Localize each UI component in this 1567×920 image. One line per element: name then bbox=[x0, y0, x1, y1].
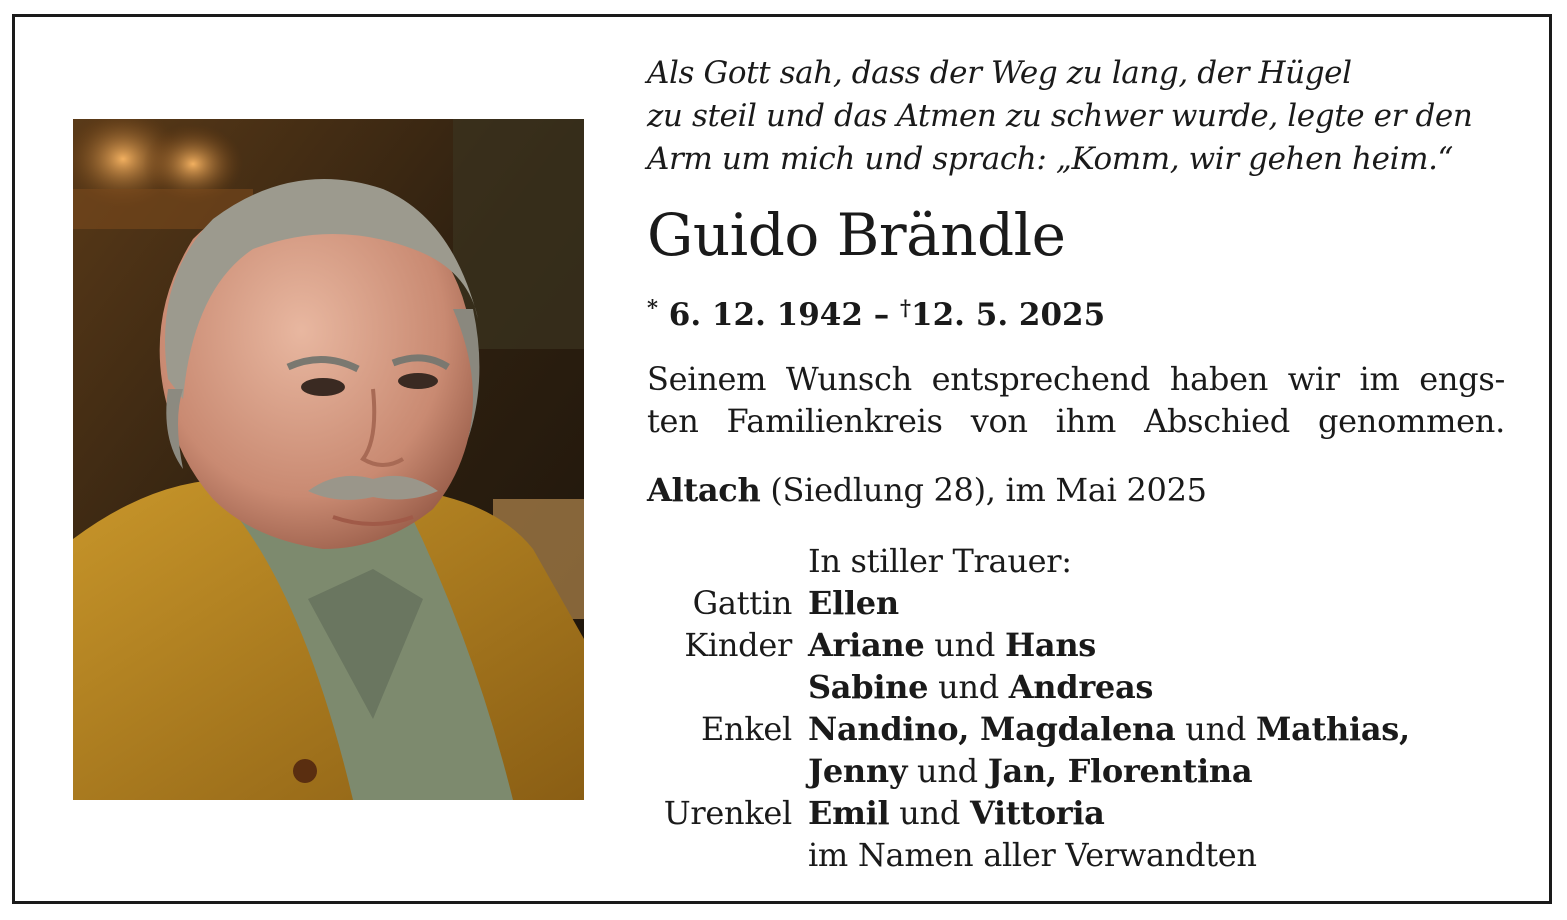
mourner-name: Sabine bbox=[808, 668, 929, 706]
message-line: ten Familienkreis von ihm Abschied genommen. bbox=[647, 402, 1505, 440]
mourner-row-urenkel bbox=[640, 792, 1540, 834]
connector: und bbox=[1175, 710, 1256, 748]
mourner-name: Vittoria bbox=[969, 794, 1105, 832]
quote-line: Als Gott sah, dass der Weg zu lang, der Hügel bbox=[647, 55, 1352, 91]
mourner-name: Jenny bbox=[808, 752, 908, 790]
mourner-row-kinder-2 bbox=[640, 666, 1540, 708]
life-dates bbox=[647, 286, 1105, 337]
mourner-row-enkel bbox=[640, 708, 1540, 750]
mourners-heading: In stiller Trauer: bbox=[808, 542, 1072, 580]
place-town: Altach bbox=[647, 471, 761, 509]
relation-label: Urenkel bbox=[663, 794, 792, 832]
quote-line: Arm um mich und sprach: „Komm, wir gehen heim.“ bbox=[647, 141, 1453, 177]
mourner-name: Jan, Florentina bbox=[987, 752, 1253, 790]
mourner-row-kinder bbox=[640, 624, 1540, 666]
connector: und bbox=[928, 668, 1009, 706]
mourner-name: Andreas bbox=[1008, 668, 1154, 706]
connector: und bbox=[889, 794, 970, 832]
quote-line: zu steil und das Atmen zu schwer wurde, legte er den bbox=[647, 98, 1473, 134]
portrait-image bbox=[73, 119, 584, 800]
date-separator: – bbox=[873, 297, 890, 333]
mourner-name: Ellen bbox=[808, 584, 899, 622]
mourner-name: Hans bbox=[1004, 626, 1097, 664]
portrait-photo bbox=[73, 119, 584, 800]
mourners-closing: im Namen aller Verwandten bbox=[808, 836, 1257, 874]
mourners-heading-row bbox=[640, 540, 1540, 582]
birth-date: 6. 12. 1942 bbox=[668, 297, 863, 333]
deceased-name: Guido Brändle bbox=[647, 201, 1066, 269]
relation-label: Kinder bbox=[684, 626, 792, 664]
place-date-line bbox=[647, 468, 1207, 512]
mourner-name: Nandino, Magdalena bbox=[808, 710, 1176, 748]
relation-label: Gattin bbox=[692, 584, 792, 622]
connector: und bbox=[907, 752, 988, 790]
relation-label: Enkel bbox=[700, 710, 792, 748]
mourners-list bbox=[640, 540, 1540, 876]
mourner-name: Ariane bbox=[808, 626, 925, 664]
mourner-name: Mathias, bbox=[1256, 710, 1410, 748]
death-date: 12. 5. 2025 bbox=[911, 297, 1106, 333]
mourners-closing-row bbox=[640, 834, 1540, 876]
mourner-row-enkel-2 bbox=[640, 750, 1540, 792]
mourner-row-gattin bbox=[640, 582, 1540, 624]
place-details: (Siedlung 28), im Mai 2025 bbox=[760, 471, 1207, 509]
mourner-name: Emil bbox=[808, 794, 890, 832]
connector: und bbox=[924, 626, 1005, 664]
death-symbol: † bbox=[900, 295, 912, 320]
birth-symbol: * bbox=[647, 295, 658, 320]
message-line: Seinem Wunsch entsprechend haben wir im engs- bbox=[647, 360, 1505, 398]
memorial-quote bbox=[647, 52, 1527, 181]
farewell-message bbox=[647, 358, 1505, 442]
